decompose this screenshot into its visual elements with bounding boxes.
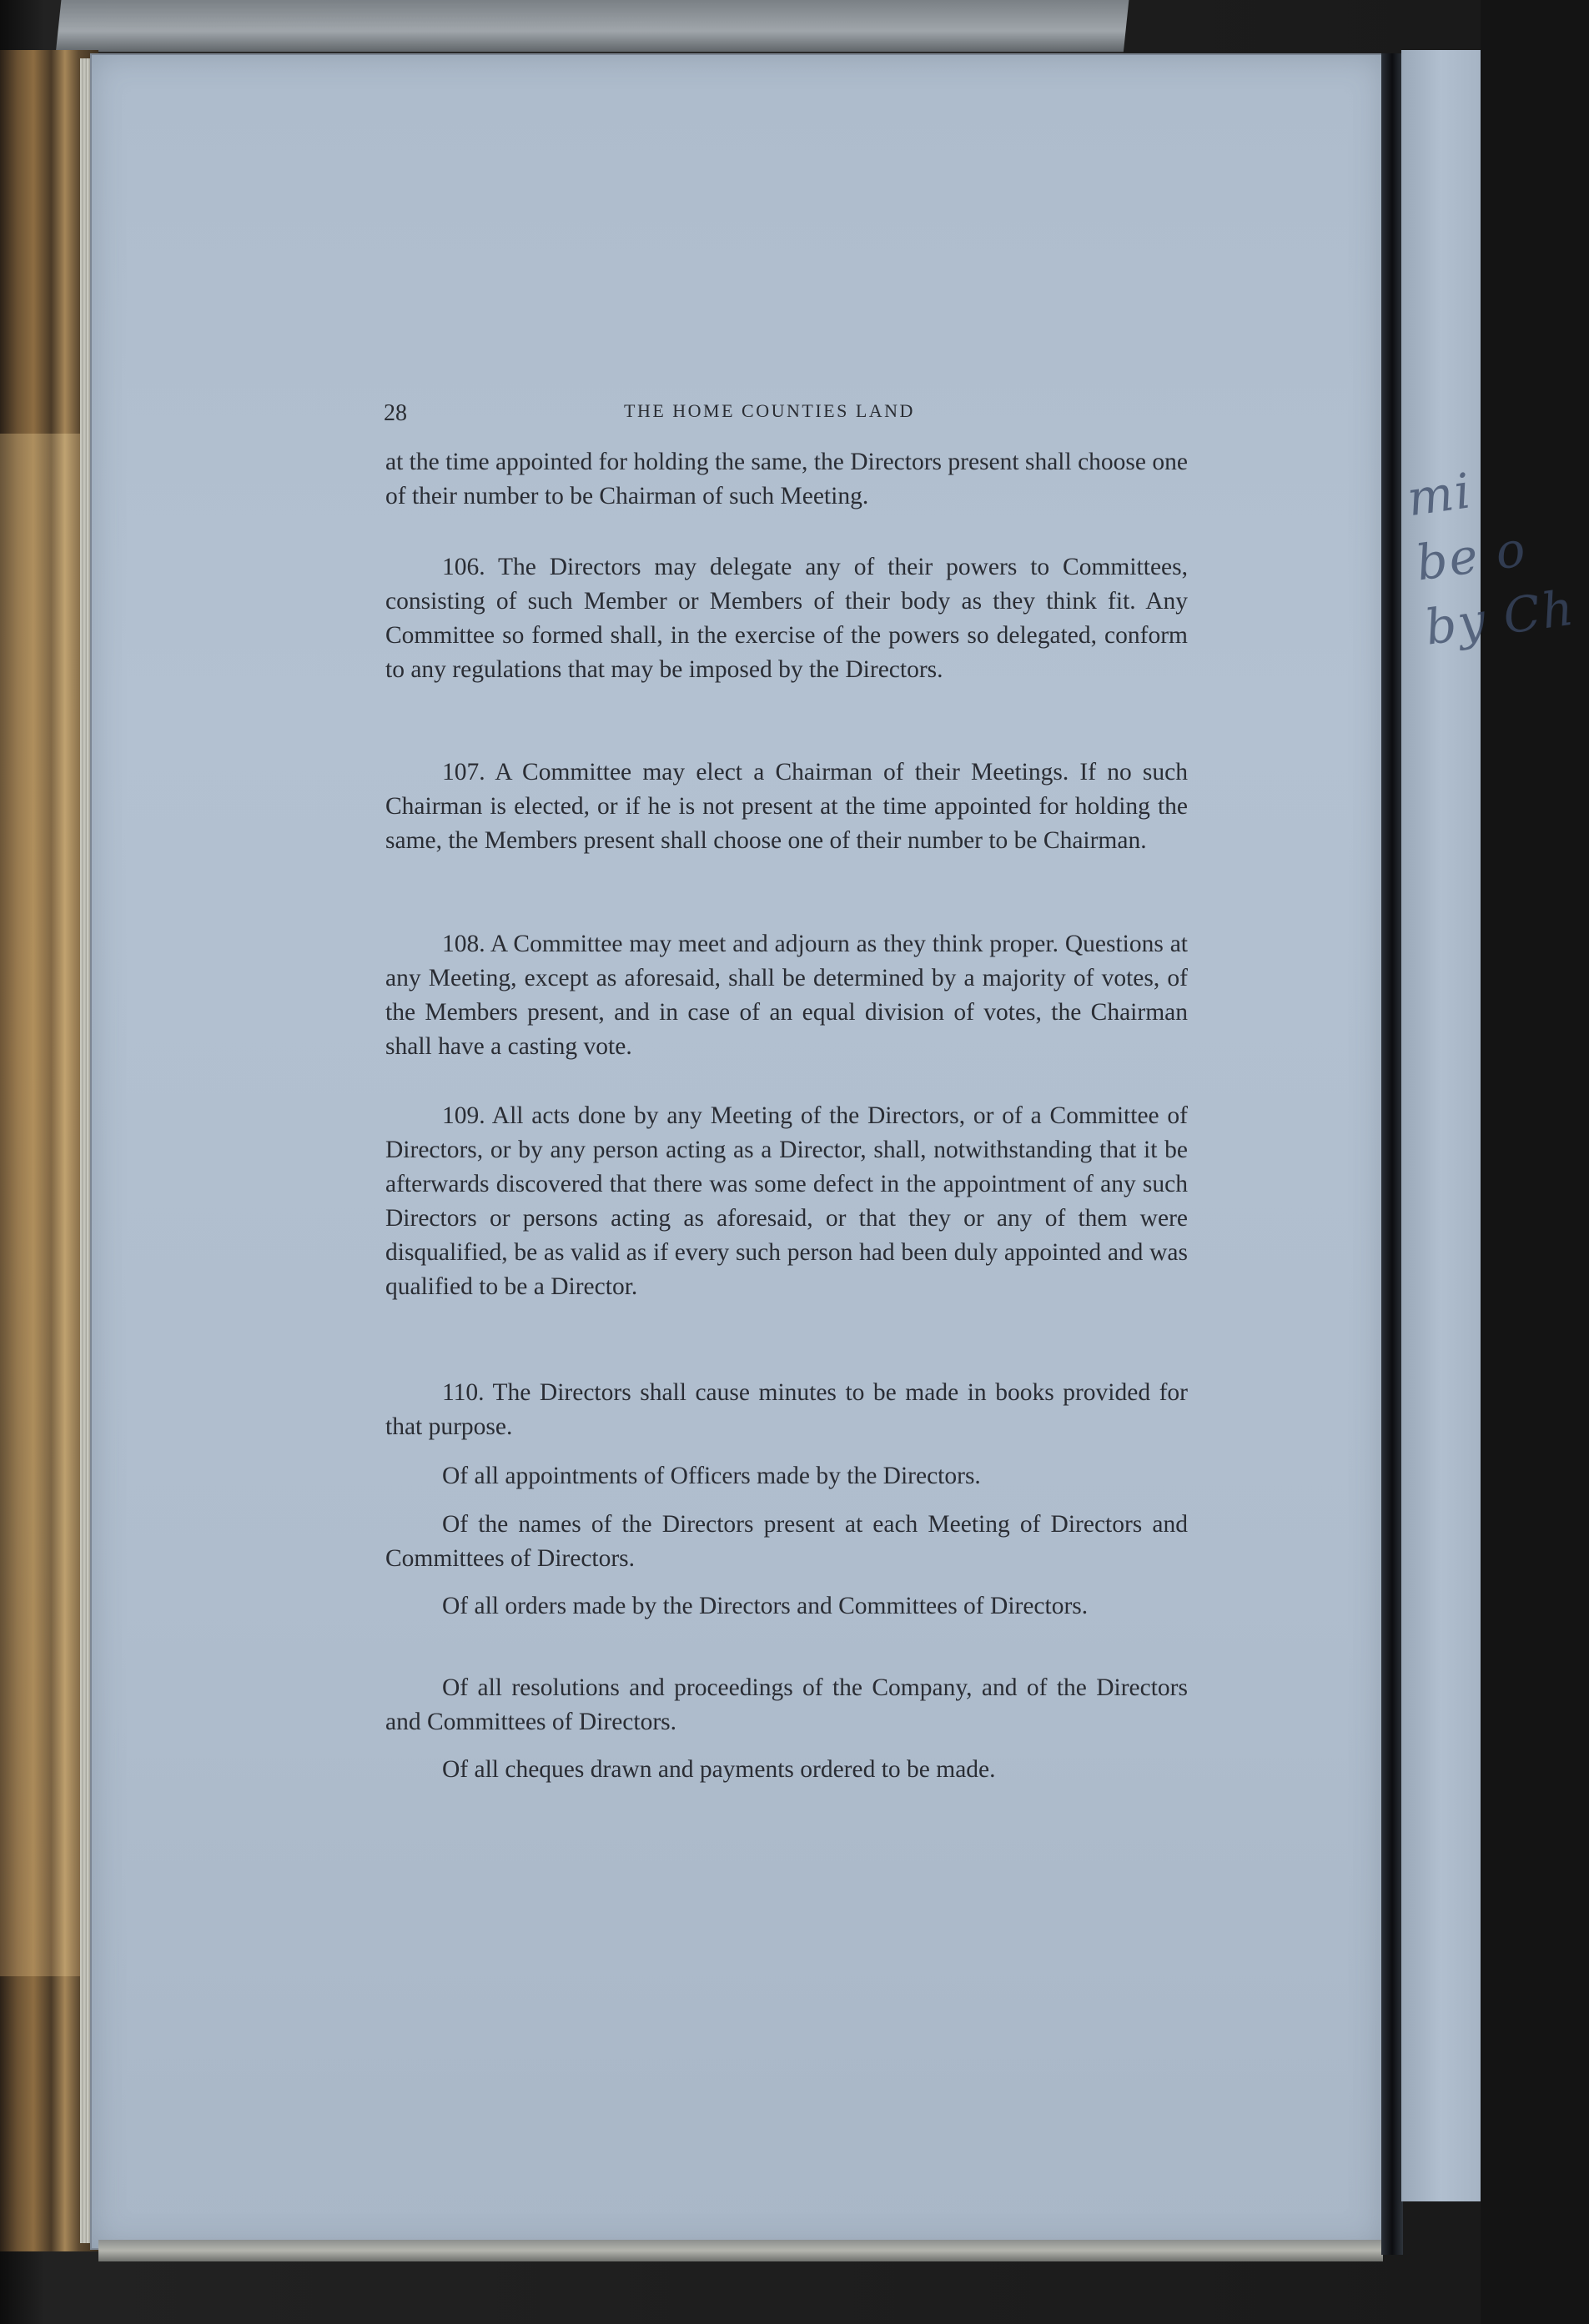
clause-109 (385, 1099, 1188, 1304)
clause-109-text: 109. All acts done by any Meeting of the Directors, or of a Committee of Directors, or by any person acting as a Director, shall, notwithstanding that it be afterwards discovered that there was some defect in the appointment of any such Directors or persons acting as aforesaid, or that they or any of them were disqualified, be as valid as if every such person had been duly appointed and was qualified to be a Director. (385, 1102, 1188, 1300)
binding-tape (0, 434, 92, 1976)
clause-110 (385, 1376, 1188, 1444)
facing-page-edge (1401, 50, 1481, 2201)
minutes-item-text: Of all resolutions and proceedings of the Company, and of the Directors and Committees of Directors. (385, 1674, 1188, 1735)
page-bottom-edge (98, 2240, 1383, 2261)
minutes-item-text: Of all orders made by the Directors and Committees of Directors. (442, 1593, 1089, 1619)
minutes-item-3 (385, 1589, 1188, 1624)
book-gutter (1381, 53, 1403, 2255)
running-title: THE HOME COUNTIES LAND (624, 400, 915, 421)
intro-paragraph (385, 445, 1188, 514)
minutes-item-1 (385, 1459, 1188, 1493)
clause-108 (385, 927, 1188, 1064)
clause-106 (385, 550, 1188, 687)
minutes-item-2 (385, 1508, 1188, 1576)
clause-108-text: 108. A Committee may meet and adjourn as they think proper. Questions at any Meeting, except as aforesaid, shall be determined by a majority of votes, of the Members present, and in case of an equal division of votes, the Chairman shall have a casting vote. (385, 931, 1188, 1060)
minutes-item-4 (385, 1671, 1188, 1739)
minutes-item-text: Of all appointments of Officers made by the Directors. (442, 1463, 981, 1489)
clause-107 (385, 755, 1188, 858)
minutes-item-text: Of all cheques drawn and payments ordered to be made. (442, 1756, 996, 1783)
minutes-item-text: Of the names of the Directors present at each Meeting of Directors and Committees of Directors. (385, 1511, 1188, 1572)
handwritten-margin-note: mi be o by Ch (1403, 462, 1579, 656)
clause-107-text: 107. A Committee may elect a Chairman of their Meetings. If no such Chairman is elected, or if he is not present at the time appointed for holding the same, the Members present shall choose one of their number to be Chairman. (385, 759, 1188, 854)
previous-leaf-edge (56, 0, 1129, 54)
clause-106-text: 106. The Directors may delegate any of their powers to Committees, consisting of such Member or Members of their body as they think fit. Any Committee so formed shall, in the exercise of the powers so delegated, conform to any regulations that may be imposed by the Directors. (385, 554, 1188, 683)
minutes-item-5 (385, 1753, 1188, 1787)
clause-110-text: 110. The Directors shall cause minutes to be made in books provided for that purpose. (385, 1379, 1188, 1440)
intro-text: at the time appointed for holding the same, the Directors present shall choose one of their number to be Chairman of such Meeting. (385, 449, 1188, 509)
page-number: 28 (384, 400, 407, 426)
